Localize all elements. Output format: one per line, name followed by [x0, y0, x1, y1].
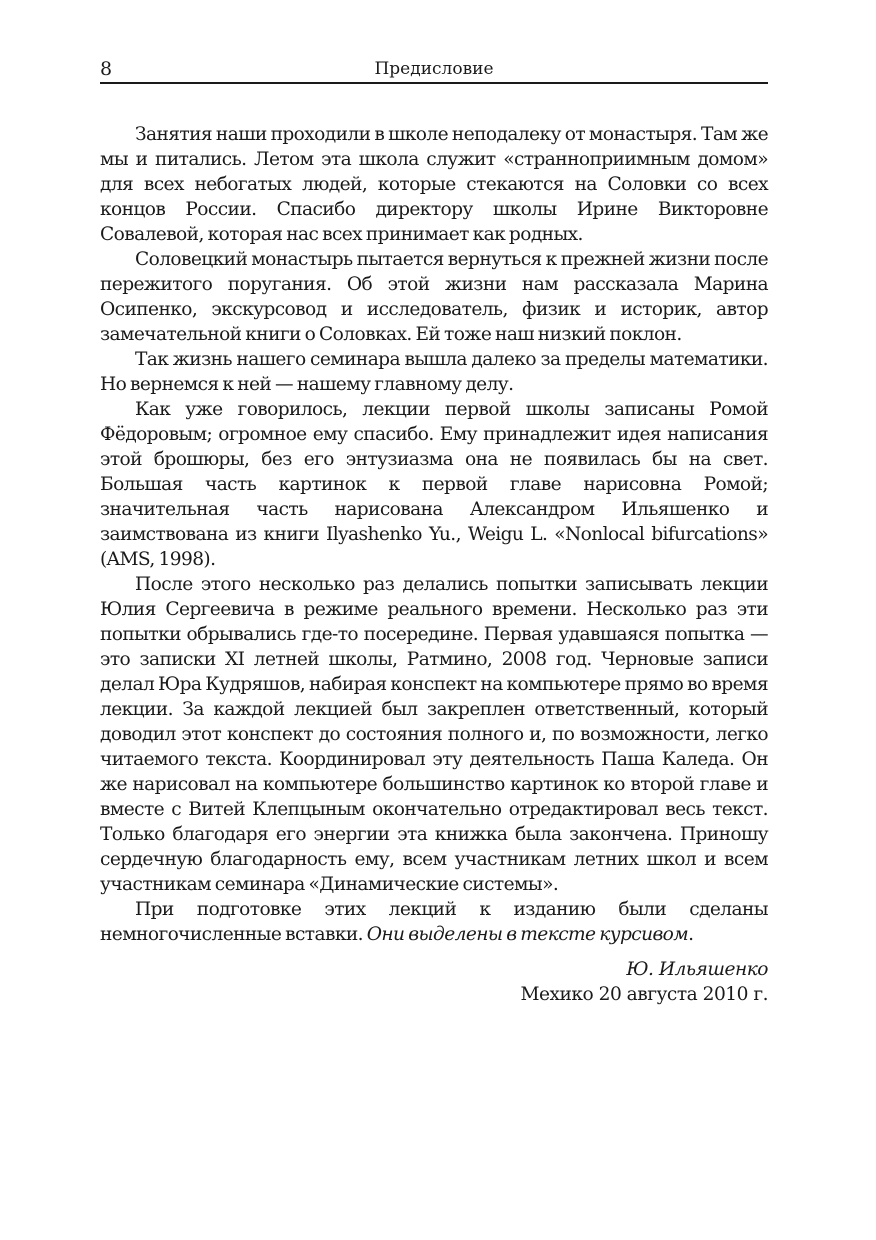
signature — [100, 957, 768, 1007]
insertions-text: При подготовке этих лекций к изданию были сделаны немногочисленные вставки. — [100, 899, 768, 945]
body-text — [100, 122, 768, 947]
signature-place-date: Мехико 20 августа 2010 г. — [520, 984, 768, 1005]
page-number: 8 — [100, 58, 113, 80]
insertions-period: . — [688, 924, 694, 945]
paragraph-insertions — [100, 897, 768, 947]
paragraph-monastery: Соловецкий монастырь пытается вернуться к прежней жизни после пережитого поругания. Об этой жизни нам рассказала Марина Осипенко, экскурсовод и исследователь, физик и историк, автор замечательной книги о Соловках. Ей тоже наш низкий поклон. — [100, 249, 768, 345]
paragraph-seminar: Так жизнь нашего семинара вышла далеко за пределы математики. Но вернемся к ней — нашему главному делу. — [100, 349, 768, 395]
insertions-italic-note: Они выделены в тексте курсивом — [366, 924, 689, 945]
section-title: Предисловие — [374, 59, 494, 79]
signature-author: Ю. Ильяшенко — [626, 959, 768, 980]
paragraph-records: После этого несколько раз делались попытки записывать лекции Юлия Сергеевича в режиме реального времени. Несколько раз эти попытки обрывались где-то посередине. Первая удавшаяся попытка — это записки XI летней школы, Ратмино, 2008 год. Черновые записи делал Юра Кудряшов, набирая конспект на компьютере прямо во время лекции. За каждой лекцией был закреплен ответственный, который доводил этот конспект до состояния полного и, по возможности, легко читаемого текста. Координировал эту деятельность Паша Каледа. Он же нарисовал на компьютере большинство картинок ко второй главе и вместе с Витей Клепцыным окончательно отредактировал весь текст. Только благодаря его энергии эта книжка была закончена. Приношу сердечную благодарность ему, всем участникам летних школ и всем участникам семинара «Динамические системы». — [100, 574, 768, 895]
paragraph-first-school: Как уже говорилось, лекции первой школы записаны Ромой Фёдоровым; огромное ему спасибо. Ему принадлежит идея написания этой брошюры, без его энтузиазма она не появилась бы на свет. Большая часть картинок к первой главе нарисовна Ромой; значительная часть нарисована Александром Ильяшенко и заимствована из книги Ilyashenko Yu., Weigu L. «Nonlocal bifurcations» (AMS, 1998). — [100, 399, 768, 570]
page — [100, 56, 768, 1007]
running-head — [100, 56, 768, 84]
paragraph-school: Занятия наши проходили в школе неподалеку от монастыря. Там же мы и питались. Летом эта школа служит «странноприимным домом» для всех небогатых людей, которые стекаются на Соловки со всех концов России. Спасибо директору школы Ирине Викторовне Совалевой, которая нас всех принимает как родных. — [100, 124, 768, 245]
